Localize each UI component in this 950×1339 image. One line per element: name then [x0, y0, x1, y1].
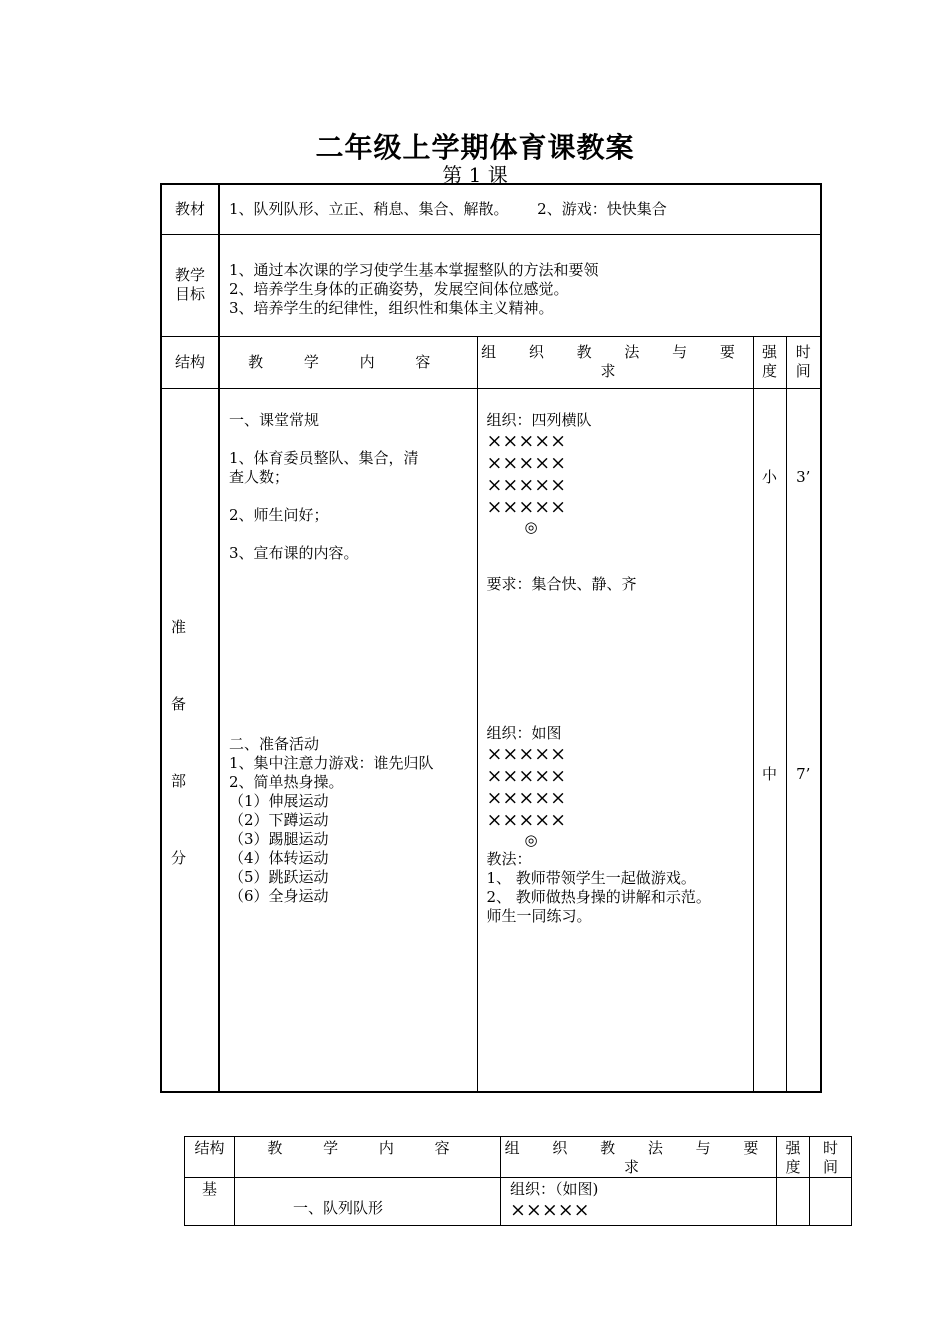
page-title: 二年级上学期体育课教案	[315, 131, 635, 164]
intensity-cell	[753, 388, 786, 1092]
part2-item: （1）伸展运动	[229, 791, 329, 810]
header-content: 教 学 内 容	[235, 1137, 501, 1178]
time-value: 3’	[796, 467, 811, 486]
header-time-line-1: 时	[822, 1139, 838, 1157]
part1-item: 查人数；	[229, 467, 290, 486]
lesson-plan-table-continued	[184, 1136, 852, 1226]
section-char: 备	[171, 694, 187, 713]
formation-row: ×××××	[486, 429, 567, 452]
part1-item: 1、体育委员整队、集合，清	[229, 448, 419, 467]
header-intensity-line-1: 强	[761, 343, 777, 361]
section-char: 准	[171, 617, 187, 636]
intensity-value: 小	[761, 467, 777, 486]
part1-item: 2、师生问好；	[229, 505, 329, 524]
part1-item: 3、宣布课的内容。	[229, 543, 359, 562]
method-org: 组织：（如图)	[510, 1180, 599, 1198]
part2-item: （3）踢腿运动	[229, 829, 329, 848]
method2-org: 组织：如图	[486, 723, 562, 742]
method2-line: 教法：	[486, 849, 532, 868]
method-cell	[501, 1178, 777, 1226]
header-intensity-line-1: 强	[785, 1139, 801, 1157]
goal-label-line-1: 教学	[174, 266, 205, 284]
formation-row: ×××××	[510, 1199, 590, 1221]
section-label-preparation	[161, 388, 219, 1092]
method1-requirement: 要求：集合快、静、齐	[486, 574, 637, 593]
time-value: 7’	[796, 764, 811, 783]
formation-row: ×××××	[486, 808, 567, 831]
header-intensity-line-2: 度	[785, 1158, 801, 1176]
formation-row: ×××××	[486, 742, 567, 765]
teacher-position-icon: ◎	[524, 830, 538, 849]
header-time-line-2: 间	[822, 1158, 838, 1176]
section-label-basic: 基	[185, 1178, 235, 1226]
goal-item: 2、培养学生身体的正确姿势，发展空间体位感觉。	[229, 279, 569, 298]
time-cell	[810, 1178, 852, 1226]
intensity-value: 中	[761, 764, 777, 783]
method1-org: 组织：四列横队	[486, 410, 592, 429]
part2-item: （4）体转运动	[229, 848, 329, 867]
material-text: 1、队列队形、立正、稍息、集合、解散。 2、游戏：快快集合	[219, 184, 821, 234]
header-time-line-1: 时	[795, 343, 811, 361]
part2-item: （5）跳跃运动	[229, 867, 329, 886]
header-method: 组 织 教 法 与 要 求	[501, 1137, 777, 1178]
material-label: 教材	[161, 184, 219, 234]
section-char: 分	[171, 848, 187, 867]
formation-row: ×××××	[486, 495, 567, 518]
intensity-cell	[777, 1178, 810, 1226]
goal-label-line-2: 目标	[174, 285, 205, 303]
part2-item: （2）下蹲运动	[229, 810, 329, 829]
method2-line: 1、 教师带领学生一起做游戏。	[486, 868, 696, 887]
content-cell	[219, 388, 477, 1092]
time-cell	[786, 388, 821, 1092]
formation-row: ×××××	[486, 473, 567, 496]
part2-item: 2、简单热身操。	[229, 772, 344, 791]
part1-heading: 一、课堂常规	[229, 410, 320, 429]
header-structure: 结构	[161, 336, 219, 388]
goal-item: 1、通过本次课的学习使学生基本掌握整队的方法和要领	[229, 260, 599, 279]
header-method: 组 织 教 法 与 要 求	[477, 336, 753, 388]
header-time	[810, 1137, 852, 1178]
teacher-position-icon: ◎	[524, 517, 538, 536]
method2-line: 师生一同练习。	[486, 906, 592, 925]
part2-item: （6）全身运动	[229, 886, 329, 905]
header-time-line-2: 间	[795, 362, 811, 380]
header-intensity	[753, 336, 786, 388]
lesson-plan-table	[160, 183, 822, 1093]
lesson-number: 第 1 课	[442, 163, 508, 187]
goal-list	[219, 234, 821, 336]
header-content: 教 学 内 容	[219, 336, 477, 388]
goal-label	[161, 234, 219, 336]
header-intensity	[777, 1137, 810, 1178]
header-structure: 结构	[185, 1137, 235, 1178]
header-intensity-line-2: 度	[761, 362, 777, 380]
method2-line: 2、 教师做热身操的讲解和示范。	[486, 887, 711, 906]
formation-row: ×××××	[486, 451, 567, 474]
section-char: 部	[171, 771, 187, 790]
method-cell	[477, 388, 753, 1092]
formation-row: ×××××	[486, 786, 567, 809]
part2-item: 1、集中注意力游戏：谁先归队	[229, 753, 434, 772]
header-time	[786, 336, 821, 388]
content-cell: 一、队列队形	[235, 1178, 501, 1226]
formation-row: ×××××	[486, 764, 567, 787]
goal-item: 3、培养学生的纪律性，组织性和集体主义精神。	[229, 298, 554, 317]
part2-heading: 二、准备活动	[229, 734, 320, 753]
